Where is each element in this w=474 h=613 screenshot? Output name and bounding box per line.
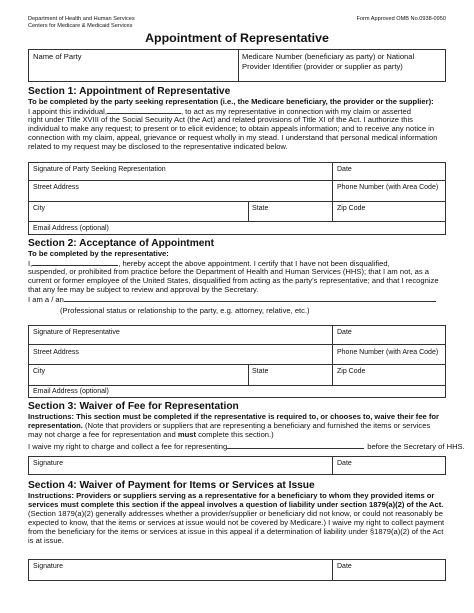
section3-waiver-line: I waive my right to charge and collect a fee for representing before the Secretary of HHS. bbox=[28, 442, 465, 451]
s3-signature-field[interactable]: Signature bbox=[33, 460, 63, 467]
representative-name-blank[interactable] bbox=[107, 106, 181, 114]
section1-text-line5: related to my request may be disclosed to the representative indicated below. bbox=[28, 142, 288, 151]
s4-signature-field[interactable]: Signature bbox=[33, 563, 63, 570]
s1-street-field[interactable]: Street Address bbox=[33, 184, 79, 191]
section4-text-line6: is at issue. bbox=[28, 536, 64, 545]
s1-city-field[interactable]: City bbox=[33, 205, 46, 212]
section2-relationship-line: I am a / an bbox=[28, 294, 436, 304]
s2-signature-field[interactable]: Signature of Representative bbox=[33, 329, 120, 336]
s3-date-field[interactable]: Date bbox=[337, 460, 352, 467]
s2-date-field[interactable]: Date bbox=[337, 329, 352, 336]
s1-state-field[interactable]: State bbox=[252, 205, 269, 212]
section1-heading: Section 1: Appointment of Representative bbox=[28, 86, 231, 97]
s1-signature-field[interactable]: Signature of Party Seeking Representation bbox=[33, 166, 166, 173]
medicare-number-label-line2: Provider Identifier (provider or supplier as party) bbox=[242, 62, 403, 71]
section2-text-line3: current or former employee of the United States, disqualified from acting as the party’s representative; and that I recognize bbox=[28, 276, 439, 285]
s2-street-field[interactable]: Street Address bbox=[33, 349, 79, 356]
section1-subheading: To be completed by the party seeking representation (i.e., the Medicare beneficiary, the provider or the supplier): bbox=[28, 97, 434, 106]
section4-text-line3: (Section 1879(a)(2) generally addresses whether a provider/supplier or beneficiary did not know, or could not reasonably be bbox=[28, 509, 443, 518]
section4-heading: Section 4: Waiver of Payment for Items or Services at Issue bbox=[28, 480, 315, 491]
section2-heading: Section 2: Acceptance of Appointment bbox=[28, 238, 215, 249]
section4-text-line5: from the beneficiary for the items or services at issue in this appeal if a determination of liability under §1879(a)(2) of the Act bbox=[28, 527, 444, 536]
section3-instructions-line3: may not charge a fee for representation and must complete this section.) bbox=[28, 430, 274, 439]
section1-appoint-line: I appoint this individual, , to act as my representative in connection with my claim or asserted bbox=[28, 107, 411, 116]
s2-phone-field[interactable]: Phone Number (with Area Code) bbox=[337, 349, 439, 356]
relationship-note: (Professional status or relationship to the party, e.g. attorney, relative, etc.) bbox=[60, 306, 310, 315]
medicare-number-field[interactable]: Medicare Number (beneficiary as party) or National bbox=[242, 52, 415, 61]
section2-subheading: To be completed by the representative: bbox=[28, 249, 169, 258]
s2-city-field[interactable]: City bbox=[33, 368, 46, 375]
section2-text-line4: that any fee may be subject to review and approval by the Secretary. bbox=[28, 285, 259, 294]
section4-instructions-line2: services must complete this section if the appeal involves a question of liability under section 1879(a)(2) of the Act. bbox=[28, 500, 444, 509]
agency-name-line2: Centers for Medicare & Medicaid Services bbox=[28, 23, 133, 29]
s1-phone-field[interactable]: Phone Number (with Area Code) bbox=[337, 184, 439, 191]
section1-text-line2: right under Title XVIII of the Social Security Act (the Act) and related provisions of Title XI of the Act. I authorize this bbox=[28, 115, 413, 124]
s4-date-field[interactable]: Date bbox=[337, 563, 352, 570]
section3-instructions-line1: Instructions: This section must be completed if the representative is required to, or chooses to, waive their fee for bbox=[28, 412, 439, 421]
s1-email-field[interactable]: Email Address (optional) bbox=[33, 225, 109, 232]
s1-zip-field[interactable]: Zip Code bbox=[337, 205, 366, 212]
name-of-party-field[interactable]: Name of Party bbox=[33, 52, 82, 61]
representative-printed-name-blank[interactable] bbox=[32, 258, 118, 266]
section3-heading: Section 3: Waiver of Fee for Representation bbox=[28, 401, 239, 412]
s2-zip-field[interactable]: Zip Code bbox=[337, 368, 366, 375]
s2-email-field[interactable]: Email Address (optional) bbox=[33, 388, 109, 395]
section2-text-line2: suspended, or prohibited from practice before the Department of Health and Human Services (HHS); that I am not, as a bbox=[28, 267, 429, 276]
section1-text-line4: connection with my claim, appeal, grievance or request wholly in my stead. I understand that personal medical information bbox=[28, 133, 438, 142]
agency-name-line1: Department of Health and Human Services bbox=[28, 16, 135, 22]
section3-signature-table bbox=[28, 456, 446, 475]
section4-text-line4: expected to know, that the items or services at issue would not be covered by Medicare.) I waive my right to collect payment bbox=[28, 518, 445, 527]
section2-accept-line: I, , hereby accept the above appointment. I certify that I have not been disqualified, bbox=[28, 259, 390, 268]
form-title: Appointment of Representative bbox=[145, 31, 329, 45]
section4-signature-table bbox=[28, 559, 446, 581]
section4-instructions-line1: Instructions: Providers or suppliers serving as a representative for a beneficiary to whom they provided items or bbox=[28, 491, 435, 500]
s2-state-field[interactable]: State bbox=[252, 368, 269, 375]
omb-number: Form Approved OMB No.0938-0950 bbox=[356, 16, 446, 22]
s1-date-field[interactable]: Date bbox=[337, 166, 352, 173]
represented-party-blank[interactable] bbox=[227, 441, 364, 449]
section3-instructions-line2: representation. (Note that providers or suppliers that are representing a beneficiary and furnished the items or services bbox=[28, 421, 431, 430]
relationship-blank[interactable] bbox=[64, 294, 436, 302]
section1-text-line3: individual to make any request; to present or to elicit evidence; to obtain appeals information; and to receive any notice in bbox=[28, 124, 435, 133]
